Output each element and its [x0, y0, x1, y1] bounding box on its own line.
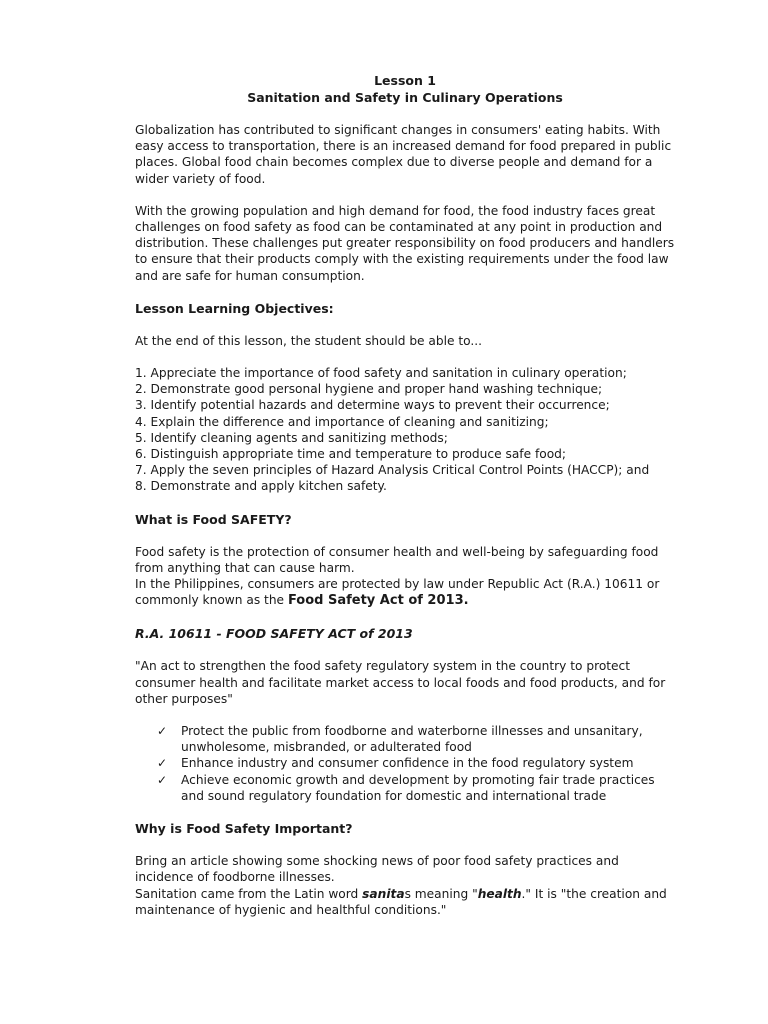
objectives-list	[135, 365, 675, 495]
food-safety-act-name: Food Safety Act of 2013.	[287, 593, 469, 609]
document-page	[135, 72, 675, 918]
why-text-c: s meaning "	[404, 886, 478, 901]
list-item	[157, 772, 675, 804]
list-item: 3. Identify potential hazards and determine ways to prevent their occurrence;	[135, 398, 610, 413]
ra-bullet-list	[135, 723, 675, 804]
why-paragraph-2	[135, 886, 675, 918]
list-item: 2. Demonstrate good personal hygiene and proper hand washing technique;	[135, 382, 603, 397]
what-is-paragraph-2	[135, 576, 675, 609]
ra-heading: R.A. 10611 - FOOD SAFETY ACT of 2013	[135, 626, 413, 642]
objectives-heading: Lesson Learning Objectives:	[135, 300, 334, 316]
lesson-number: Lesson 1	[374, 73, 436, 88]
why-paragraph-1: Bring an article showing some shocking news of poor food safety practices and incidence of foodborne illnesses.	[135, 854, 619, 885]
list-item: 1. Appreciate the importance of food safety and sanitation in culinary operation;	[135, 366, 627, 381]
list-item: 8. Demonstrate and apply kitchen safety.	[135, 479, 387, 494]
why-text-e: ." It is "the creation and maintenance of hygienic and healthful conditions."	[135, 886, 667, 917]
list-item	[157, 755, 675, 771]
intro-paragraph-1: Globalization has contributed to significant changes in consumers' eating habits. With easy access to transportation, there is an increased demand for food prepared in public places. Global food chain becomes complex due to diverse people and demand for a wider variety of food.	[135, 123, 672, 186]
checkmark-icon: ✓	[157, 772, 168, 787]
health-word: health	[477, 886, 522, 901]
list-item: 7. Apply the seven principles of Hazard Analysis Critical Control Points (HACCP); and	[135, 463, 650, 478]
list-item	[157, 723, 675, 755]
ra-quote: "An act to strengthen the food safety regulatory system in the country to protect consumer health and facilitate market access to local foods and food products, and for other purposes"	[135, 659, 666, 706]
objectives-lead: At the end of this lesson, the student should be able to...	[135, 333, 483, 348]
list-item: 6. Distinguish appropriate time and temperature to produce safe food;	[135, 447, 566, 462]
page-title: Sanitation and Safety in Culinary Operations	[247, 90, 563, 105]
bullet-text: Protect the public from foodborne and waterborne illnesses and unsanitary, unwholesome, misbranded, or adulterated food	[181, 724, 643, 755]
what-is-paragraph-2-text: In the Philippines, consumers are protected by law under Republic Act (R.A.) 10611 or commonly known as the	[135, 577, 660, 608]
bullet-text: Achieve economic growth and development by promoting fair trade practices and sound regulatory foundation for domestic and international trade	[181, 772, 655, 803]
list-item: 4. Explain the difference and importance of cleaning and sanitizing;	[135, 414, 549, 429]
checkmark-icon: ✓	[157, 724, 168, 739]
bullet-text: Enhance industry and consumer confidence in the food regulatory system	[181, 756, 634, 771]
what-is-heading: What is Food SAFETY?	[135, 511, 292, 527]
intro-paragraph-2: With the growing population and high demand for food, the food industry faces great challenges on food safety as food can be contaminated at any point in production and distribution. These challenges put greater responsibility on food producers and handlers to ensure that their products comply with the existing requirements under the food law and are safe for human consumption.	[135, 203, 675, 283]
why-text-a: Sanitation came from the Latin word	[135, 886, 363, 901]
checkmark-icon: ✓	[157, 756, 168, 771]
latin-word: sanita	[362, 886, 405, 901]
what-is-paragraph-1: Food safety is the protection of consumer health and well-being by safeguarding food from anything that can cause harm.	[135, 544, 659, 575]
list-item: 5. Identify cleaning agents and sanitizing methods;	[135, 430, 448, 445]
why-heading: Why is Food Safety Important?	[135, 821, 353, 837]
